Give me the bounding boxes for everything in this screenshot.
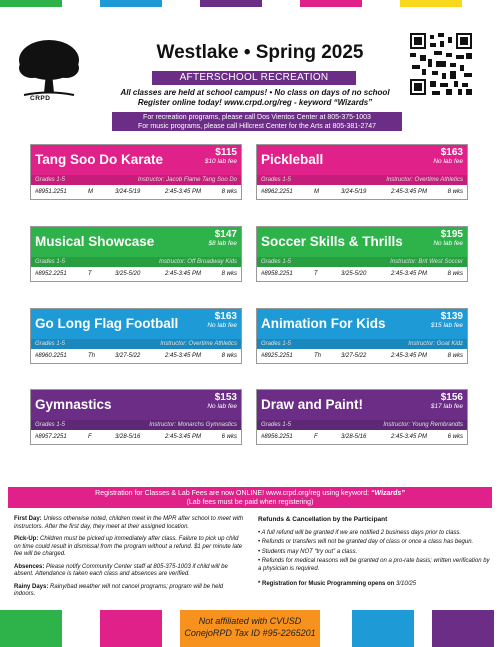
class-card: [256, 308, 468, 364]
class-name: Gymnastics: [35, 397, 112, 412]
policies-left: [14, 516, 246, 604]
absences-text: Please notify Community Center staff at 805-375-1003 if child will be absent. Attendance is taken each class and absences are verified.: [14, 563, 228, 577]
class-day: M: [314, 189, 319, 195]
class-schedule-row: [257, 267, 467, 282]
first-day-label: First Day:: [14, 516, 42, 522]
class-code: #8957.2251: [35, 434, 67, 440]
refunds-heading: Refunds & Cancellation by the Participant: [258, 516, 388, 523]
class-lab-fee: No lab fee: [207, 322, 237, 329]
class-card-subheader: [31, 175, 241, 185]
class-card: [30, 226, 242, 282]
contact-banner: [112, 112, 402, 131]
class-instructor: Instructor: Young Rembrandts: [383, 422, 463, 428]
class-card-subheader: [31, 339, 241, 349]
refund-item: • Refunds or transfers will not be granted day of class or once a class has begun.: [258, 539, 474, 545]
class-day: M: [88, 189, 93, 195]
footer-tax-id: ConejoRPD Tax ID #95-2265201: [184, 628, 316, 638]
class-lab-fee: $10 lab fee: [204, 158, 237, 165]
class-price: $139: [440, 311, 463, 322]
color-bar: [100, 610, 162, 647]
class-day: Th: [314, 353, 322, 359]
qr-code-icon[interactable]: [410, 33, 472, 95]
class-dates: 3/24-5/19: [115, 189, 141, 195]
class-card-header: [31, 227, 241, 257]
class-weeks: 8 wks: [221, 271, 237, 277]
class-card: [256, 389, 468, 445]
class-name: Go Long Flag Football: [35, 316, 179, 331]
class-dates: 3/24-5/19: [341, 189, 367, 195]
class-dates: 3/27-5/22: [115, 353, 141, 359]
class-price-block: [207, 312, 237, 330]
class-code: #8962.2251: [261, 189, 293, 195]
color-bar: [432, 610, 494, 647]
class-schedule-row: [31, 267, 241, 282]
class-price-block: [431, 393, 463, 411]
refund-item: • Students may NOT “try out” a class.: [258, 548, 358, 555]
class-card-header: [31, 390, 241, 420]
color-bar: [200, 0, 262, 7]
color-bar: [0, 610, 62, 647]
class-name: Tang Soo Do Karate: [35, 152, 164, 167]
color-bar: [352, 610, 414, 647]
class-card-subheader: [257, 175, 467, 185]
refund-item: • A full refund will be granted if we are notified 2 business days prior to class.: [258, 529, 462, 536]
class-time: 2:45-3:45 PM: [391, 189, 428, 195]
class-lab-fee: $17 lab fee: [430, 403, 463, 410]
music-registration-label: * Registration for Music Programming opens on: [258, 581, 395, 587]
class-name: Pickleball: [261, 152, 324, 167]
class-code: #8952.2251: [35, 271, 67, 277]
class-instructor: Instructor: Jacob Flame Tang Soo Do: [137, 177, 237, 183]
class-card: [256, 226, 468, 282]
class-weeks: 6 wks: [447, 434, 463, 440]
class-weeks: 6 wks: [221, 434, 237, 440]
class-schedule-row: [31, 185, 241, 200]
class-weeks: 8 wks: [221, 353, 237, 359]
class-day: T: [88, 271, 92, 277]
class-schedule-row: [257, 430, 467, 445]
class-name: Animation For Kids: [261, 316, 386, 331]
register-note: Register online today! www.crpd.org/reg - keyword “Wizards”: [137, 98, 373, 107]
crpd-tree-logo-icon: [16, 38, 82, 102]
class-time: 2:45-3:45 PM: [165, 434, 202, 440]
logo-text: CRPD: [30, 95, 51, 102]
color-bar: [0, 0, 62, 7]
class-code: #8925.2251: [261, 353, 293, 359]
class-instructor: Instructor: Off Broadway Kids: [158, 259, 237, 265]
class-card-subheader: [31, 257, 241, 267]
class-day: F: [314, 434, 318, 440]
class-lab-fee: No lab fee: [433, 240, 463, 247]
contact-recreation: For recreation programs, please call Dos Vientos Center at 805-375-1003: [143, 114, 371, 121]
class-schedule-row: [31, 430, 241, 445]
class-price-block: [207, 393, 237, 411]
class-price: $163: [214, 311, 237, 322]
class-grades: Grades 1-5: [35, 422, 66, 428]
class-instructor: Instructor: Brit West Soccer: [390, 259, 463, 265]
class-price: $147: [214, 229, 237, 240]
class-card: [30, 144, 242, 200]
class-weeks: 8 wks: [447, 353, 463, 359]
class-weeks: 8 wks: [221, 189, 237, 195]
class-card-header: [257, 145, 467, 175]
class-dates: 3/25-5/20: [115, 271, 141, 277]
class-schedule-row: [257, 185, 467, 200]
rainy-text: Rainy/bad weather will not cancel programs; program will be held indoors.: [14, 583, 224, 597]
class-name: Musical Showcase: [35, 234, 155, 249]
class-grades: Grades 1-5: [261, 177, 292, 183]
class-price: $156: [440, 392, 463, 403]
color-bar: [100, 0, 162, 7]
class-price-block: [208, 230, 237, 248]
class-dates: 3/27-5/22: [341, 353, 367, 359]
class-grades: Grades 1-5: [35, 177, 66, 183]
class-time: 2:45-3:45 PM: [165, 189, 202, 195]
class-card-header: [31, 145, 241, 175]
rainy-label: Rainy Days:: [14, 583, 49, 590]
class-price-block: [433, 148, 463, 166]
class-grades: Grades 1-5: [35, 341, 66, 347]
class-instructor: Instructor: Monarchs Gymnastics: [149, 422, 237, 428]
class-lab-fee: No lab fee: [207, 403, 237, 410]
class-card-header: [257, 390, 467, 420]
class-lab-fee: $15 lab fee: [430, 322, 463, 329]
class-price-block: [205, 148, 237, 166]
class-price-block: [433, 230, 463, 248]
class-price: $153: [214, 392, 237, 403]
class-grades: Grades 1-5: [261, 259, 292, 265]
class-name: Draw and Paint!: [261, 397, 364, 412]
class-schedule-row: [257, 349, 467, 364]
music-registration-date: 3/10/25: [396, 581, 417, 587]
class-instructor: Instructor: Overtime Athletics: [160, 341, 237, 347]
registration-keyword: “Wizards”: [371, 490, 405, 497]
pickup-label: Pick-Up:: [14, 536, 39, 542]
class-card: [30, 389, 242, 445]
campus-note: All classes are held at school campus! • No class on days of no school: [120, 88, 390, 97]
class-code: #8956.2251: [261, 434, 293, 440]
contact-music: For music programs, please call Hillcrest Center for the Arts at 805-381-2747: [137, 123, 377, 130]
class-price: $115: [215, 147, 237, 158]
class-name: Soccer Skills & Thrills: [261, 234, 403, 249]
pickup-text: Children must be picked up immediately after class. Failure to pick up child on time could result in dismissal from the program without a refund. $1 per minute late fee will be charged.: [14, 536, 243, 557]
class-price: $195: [440, 229, 463, 240]
policies-right: [258, 516, 490, 594]
class-card: [256, 144, 468, 200]
footer-box: [180, 610, 320, 647]
class-instructor: Instructor: Goat Kidz: [408, 341, 463, 347]
class-grades: Grades 1-5: [261, 341, 292, 347]
class-card-header: [257, 227, 467, 257]
class-code: #8958.2251: [261, 271, 293, 277]
class-card-subheader: [257, 257, 467, 267]
registration-lab-fee-note: (Lab fees must be paid when registering): [186, 499, 314, 506]
class-day: F: [88, 434, 92, 440]
class-time: 2:45-3:45 PM: [165, 271, 202, 277]
refund-item: • Refunds for medical reasons will be granted on a pro-rate basis; written verification by a physician is required.: [258, 558, 490, 572]
color-bar: [400, 0, 462, 7]
class-time: 2:45-3:45 PM: [391, 271, 428, 277]
class-day: Th: [88, 353, 96, 359]
class-schedule-row: [31, 349, 241, 364]
class-card-subheader: [257, 339, 467, 349]
class-time: 2:45-3:45 PM: [165, 353, 202, 359]
footer-affiliation: Not affiliated with CVUSD: [198, 616, 302, 626]
registration-text: Registration for Classes & Lab Fees are now ONLINE! www.crpd.org/reg using keyword:: [95, 490, 370, 497]
class-code: #8960.2251: [35, 353, 67, 359]
class-time: 2:45-3:45 PM: [391, 434, 428, 440]
class-card: [30, 308, 242, 364]
class-dates: 3/28-5/16: [341, 434, 367, 440]
first-day-text: Unless otherwise noted, children meet in the MPR after school to meet with instructors. After the first day, they meet at their assigned location.: [14, 516, 244, 530]
class-grades: Grades 1-5: [261, 422, 292, 428]
class-time: 2:45-3:45 PM: [391, 353, 428, 359]
class-weeks: 8 wks: [447, 271, 463, 277]
class-price-block: [431, 312, 463, 330]
subtitle-banner: AFTERSCHOOL RECREATION: [152, 71, 356, 85]
class-weeks: 8 wks: [447, 189, 463, 195]
color-bar: [300, 0, 362, 7]
absences-label: Absences:: [14, 563, 45, 570]
class-dates: 3/25-5/20: [341, 271, 367, 277]
class-code: #8951.2251: [35, 189, 67, 195]
class-lab-fee: $8 lab fee: [208, 240, 237, 247]
class-instructor: Instructor: Overtime Athletics: [386, 177, 463, 183]
class-card-subheader: [257, 420, 467, 430]
page-title: Westlake • Spring 2025: [156, 42, 364, 63]
class-card-header: [257, 309, 467, 339]
top-color-bars: [0, 0, 500, 8]
class-card-subheader: [31, 420, 241, 430]
class-card-header: [31, 309, 241, 339]
class-day: T: [314, 271, 318, 277]
class-grades: Grades 1-5: [35, 259, 66, 265]
class-lab-fee: No lab fee: [433, 158, 463, 165]
registration-banner: [8, 487, 492, 508]
class-dates: 3/28-5/16: [115, 434, 141, 440]
class-price: $163: [440, 147, 463, 158]
